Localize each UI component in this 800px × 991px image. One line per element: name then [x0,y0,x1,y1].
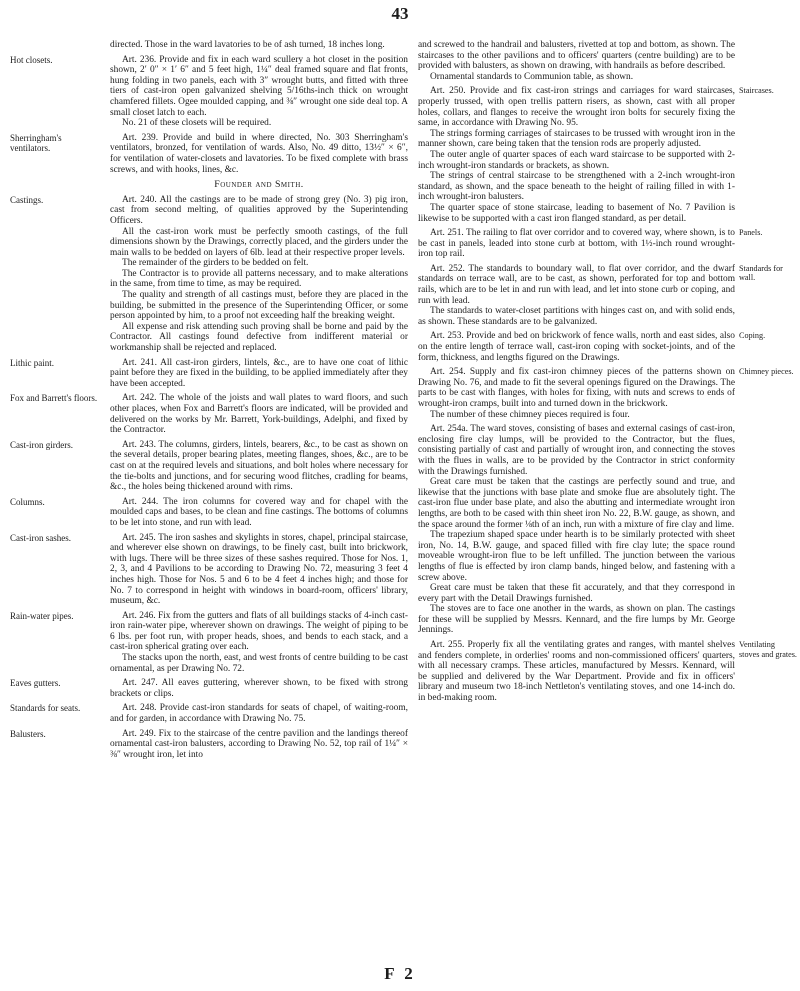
paragraph: Art. 244. The iron columns for covered way and for chapel with the moulded caps and bases, to be clean and fine castings. The bottoms of columns to be let into stone, and run with lead. [110,496,408,528]
right-column [418,40,797,708]
margin-note: Ventilating stoves and grates. [739,640,797,659]
article-section [418,367,797,420]
paragraph: The outer angle of quarter spaces of each ward staircase to be supported with 2-inch wrought-iron standards or brackets, as shown. [418,149,735,171]
section-heading: Founder and Smith. [214,179,304,191]
left-column [10,40,408,764]
margin-note: Balusters. [10,728,46,739]
article-section [418,228,797,260]
margin-note: Standards for wall. [739,263,783,283]
margin-note: Cast-iron sashes. [10,532,71,543]
paragraph: The remainder of the girders to be bedded on felt. [122,258,309,269]
article-section [10,611,408,675]
paragraph: Ornamental standards to Communion table, as shown. [430,71,634,82]
article-section [10,497,408,529]
paragraph: No. 21 of these closets will be required. [122,118,272,129]
paragraph: Art. 254a. The ward stoves, consisting of bases and external casings of cast-iron, enclosing fire clay lumps, will be provided to the Contractor, but the flues, consisting partially of cast and partially of wrought iron, and connecting the stoves with the flues in walls, are to be provided by the Contractor in strict conformity with the Drawings furnished. [418,424,735,477]
paragraph: The quarter space of stone staircase, leading to basement of No. 7 Pavilion is likewise to be supported with a cast iron flanged standard, as per detail. [418,202,735,224]
paragraph: Art. 249. Fix to the staircase of the centre pavilion and the landings thereof ornamental cast-iron balusters, according to Drawing No. 52, top rail of 1¼″ × ⅜″ wrought iron, let into [110,728,408,760]
margin-note: Standards for seats. [10,703,81,714]
paragraph: Art. 242. The whole of the joists and wall plates to ward floors, and such other places, when Fox and Barrett's floors are indicated, will be provided and delivered on the works by Mr. Barrett, York-buildings, Adelphi, and fixed by the Contractor. [110,393,408,436]
margin-note: Lithic paint. [10,357,54,368]
margin-note: Coping. [739,331,766,341]
paragraph: The stacks upon the north, east, and west fronts of centre building to be cast ornamental, as per Drawing No. 72. [110,653,408,674]
article-section [418,331,797,363]
margin-note: Cast-iron girders. [10,439,73,450]
paragraph: Art. 241. All cast-iron girders, lintels, &c., are to have one coat of lithic paint before they are fixed in the building, to be applied immediately after they have been accepted. [110,357,408,389]
paragraph: Art. 253. Provide and bed on brickwork of fence walls, north and east sides, also on the entire length of terrace wall, cast-iron coping with socket-joints, and of the form, thickness, and lengths figured on the Drawings. [418,331,735,363]
article-section [10,195,408,354]
article-section [418,424,797,636]
margin-note: Rain-water pipes. [10,610,74,621]
paragraph: All expense and risk attending such proving shall be borne and paid by the Contractor. All castings found defective from indifferent material or workmanship shall be rejected and replaced. [110,321,408,354]
paragraph: The quality and strength of all castings must, before they are placed in the building, be submitted in the presence of the Superintending Officer, or some person appointed by him, to a proof not exceeding half the breaking weight. [110,290,408,322]
paragraph: The Contractor is to provide all patterns necessary, and to make alterations in the same, from time to time, as may be required. [110,268,408,290]
paragraph: Art. 240. All the castings are to be made of strong grey (No. 3) pig iron, cast from second melting, of qualities approved by the Superintending Officers. [110,194,408,226]
signature-mark: F 2 [384,964,416,983]
paragraph: The strings forming carriages of staircases to be trussed with wrought iron in the manner shown, care being taken that the tension rods are properly adjusted. [418,128,735,150]
article-section [10,358,408,390]
margin-note: Panels. [739,228,763,238]
article-section [10,133,408,175]
article-section [418,86,797,224]
paragraph: and screwed to the handrail and balusters, rivetted at top and bottom, as shown. The staircases to the other pavilions and to officers' quarters (centre building) are to be provided with balusters, as shown on drawing, with handrails as before described. [418,40,735,72]
article-section [10,393,408,435]
article-section [418,40,797,82]
margin-note: Hot closets. [10,54,53,65]
paragraph: Art. 236. Provide and fix in each ward scullery a hot closet in the position shown, 2′ 0″ × 1′ 6″ and 5 feet high, 1¼″ deal framed square and flat fronts, hung folding in two panels, each with 3″ wrought butts, and fitted with three tiers of cast-iron open galvanized shelving 5/16ths-inch thick on wrought chamfered fillets. Ogee moulded capping, and ⅜″ wrought one side deal top. A small closet latch to each. [110,54,408,118]
paragraph: Great care must be taken that the castings are perfectly sound and true, and likewise that the junctions with base plate and smoke flue are absolutely tight. The cast-iron flue under base plate, and also the abutting and intermediate wrought iron lengths, are both to be cased with thin sheet iron No. 22, B.W. gauge, as shown, and the space around the former ⅛th of an inch, run with a mixture of fire clay and lime. [418,477,735,530]
article-section [10,440,408,493]
paragraph: Art. 245. The iron sashes and skylights in stores, chapel, principal staircase, and wherever else shown on drawings, to be finely cast, built into brickwork, with lugs. There will be three sizes of these sashes required. Those for Nos. 1, 2, 3, and 4 Pavilions to be according to Drawing No. 72, measuring 3 feet 4 inches high. Those for Nos. 5 and 6 to be 4 feet 4 inches high; and those for No. 7 to correspond in height with windows in board-room, officers' library, museum, &c. [110,532,408,607]
paragraph: The stoves are to face one another in the wards, as shown on plan. The castings for these will be supplied by Messrs. Kennard, and the fire lumps by Mr. George Jennings. [418,604,735,636]
paragraph: Art. 250. Provide and fix cast-iron strings and carriages for ward staircases, properly trussed, with open trellis pattern risers, as shown, cast with all proper holes, collars, and flanges to receive the wrought iron bolts for securely fixing the same, in accordance with Drawing No. 95. [418,86,735,129]
article-section [10,729,408,761]
paragraph: All the cast-iron work must be perfectly smooth castings, of the full dimensions shown by the Drawings, correctly placed, and the girders under the main walls to be bedded on layers of 6lb. lead at their respective proper levels. [110,226,408,258]
paragraph: Great care must be taken that these fit accurately, and that they correspond in every part with the Detail Drawings furnished. [418,583,735,604]
paragraph: The trapezium shaped space under hearth is to be similarly protected with sheet iron, No. 14, B.W. gauge, and spaced filled with fire clay lute; the space round moveable wrought-iron flue to be left unfilled. The junction between the various lengths of flue is effected by iron clamp bands, hinged below, and fastening with a screw above. [418,530,735,583]
margin-note: Staircases. [739,86,774,96]
paragraph: The strings of central staircase to be strengthened with a 2-inch wrought-iron standard, as shown, and the space beneath to the height of railing filled in with 1-inch wrought-iron balusters. [418,171,735,203]
margin-note: Sherringham's ventilators. [10,132,62,153]
margin-note: Columns. [10,496,45,507]
article-section [10,533,408,607]
page-number: 43 [391,4,409,23]
paragraph: Art. 251. The railing to flat over corridor and to covered way, where shown, is to be cast in panels, leaded into stone curb at bottom, with 1½-inch round wrought-iron top rail. [418,228,735,260]
paragraph: Art. 252. The standards to boundary wall, to flat over corridor, and the dwarf standards on terrace wall, are to be cast, as shown, perforated for top and bottom rails, which are to be let in and run with lead, and let into stone curb or coping, and run with lead. [418,263,735,306]
paragraph: Art. 254. Supply and fix cast-iron chimney pieces of the patterns shown on Drawing No. 76, and made to fit the several openings figured on the Drawings. The parts to be cast with flanges, with holes for fixing, with nuts and screws to ends of wrought-iron cramps, built into and turned down in the brickwork. [418,367,735,409]
article-section [10,703,408,724]
paragraph: directed. Those in the ward lavatories to be of ash turned, 18 inches long. [110,40,385,50]
paragraph: The number of these chimney pieces required is four. [430,409,630,420]
margin-note: Castings. [10,194,44,205]
article-section [418,640,797,704]
paragraph: Art. 255. Properly fix all the ventilating grates and ranges, with mantel shelves and fenders complete, in orderlies' rooms and non-commissioned officers' quarters, with all necessary cramps. These articles, manufactured by Messrs. Kennard, will be supplied and delivered by the War Department. Provide and fix in officers' library and museum two 18-inch Nettleton's ventilating stoves, and one 14-inch do. in bed-making room. [418,640,735,704]
margin-note: Eaves gutters. [10,678,61,689]
paragraph: Art. 248. Provide cast-iron standards for seats of chapel, of waiting-room, and for garden, in accordance with Drawing No. 75. [110,703,408,725]
margin-note: Chimney pieces. [739,367,794,377]
margin-note: Fox and Barrett's floors. [10,393,98,404]
paragraph: The standards to water-closet partitions with hinges cast on, and with solid ends, as shown. These standards are to be galvanized. [418,306,735,327]
article-section [10,55,408,129]
paragraph: Art. 243. The columns, girders, lintels, bearers, &c., to be cast as shown on the several details, proper bearing plates, meeting flanges, shoes, &c., are to be cast on at the required levels and situations, and bolt holes where necessary for the tie-bolts and junctions, and for securing wood flitches, cradling for beams, &c., the holes being thickened around with rims. [110,439,408,493]
paragraph: Art. 247. All eaves guttering, wherever shown, to be fixed with strong brackets or clips. [110,678,408,699]
article-section [10,678,408,699]
paragraph: Art. 246. Fix from the gutters and flats of all buildings stacks of 4-inch cast-iron rain-water pipe, wherever shown on drawings. The weight of piping to be 6 lbs. per foot run, with proper heads, shoes, and bends to each stack, and a cast-iron spherical grating over each. [110,610,408,653]
paragraph: Art. 239. Provide and build in where directed, No. 303 Sherringham's ventilators, bronzed, for ventilation of wards. Also, No. 49 ditto, 13½″ × 6″, for ventilation of water-closets and lavatories. To be fixed complete with brass screws, and with hooks, lines, &c. [110,132,408,175]
article-section [10,40,408,51]
article-section [418,264,797,328]
